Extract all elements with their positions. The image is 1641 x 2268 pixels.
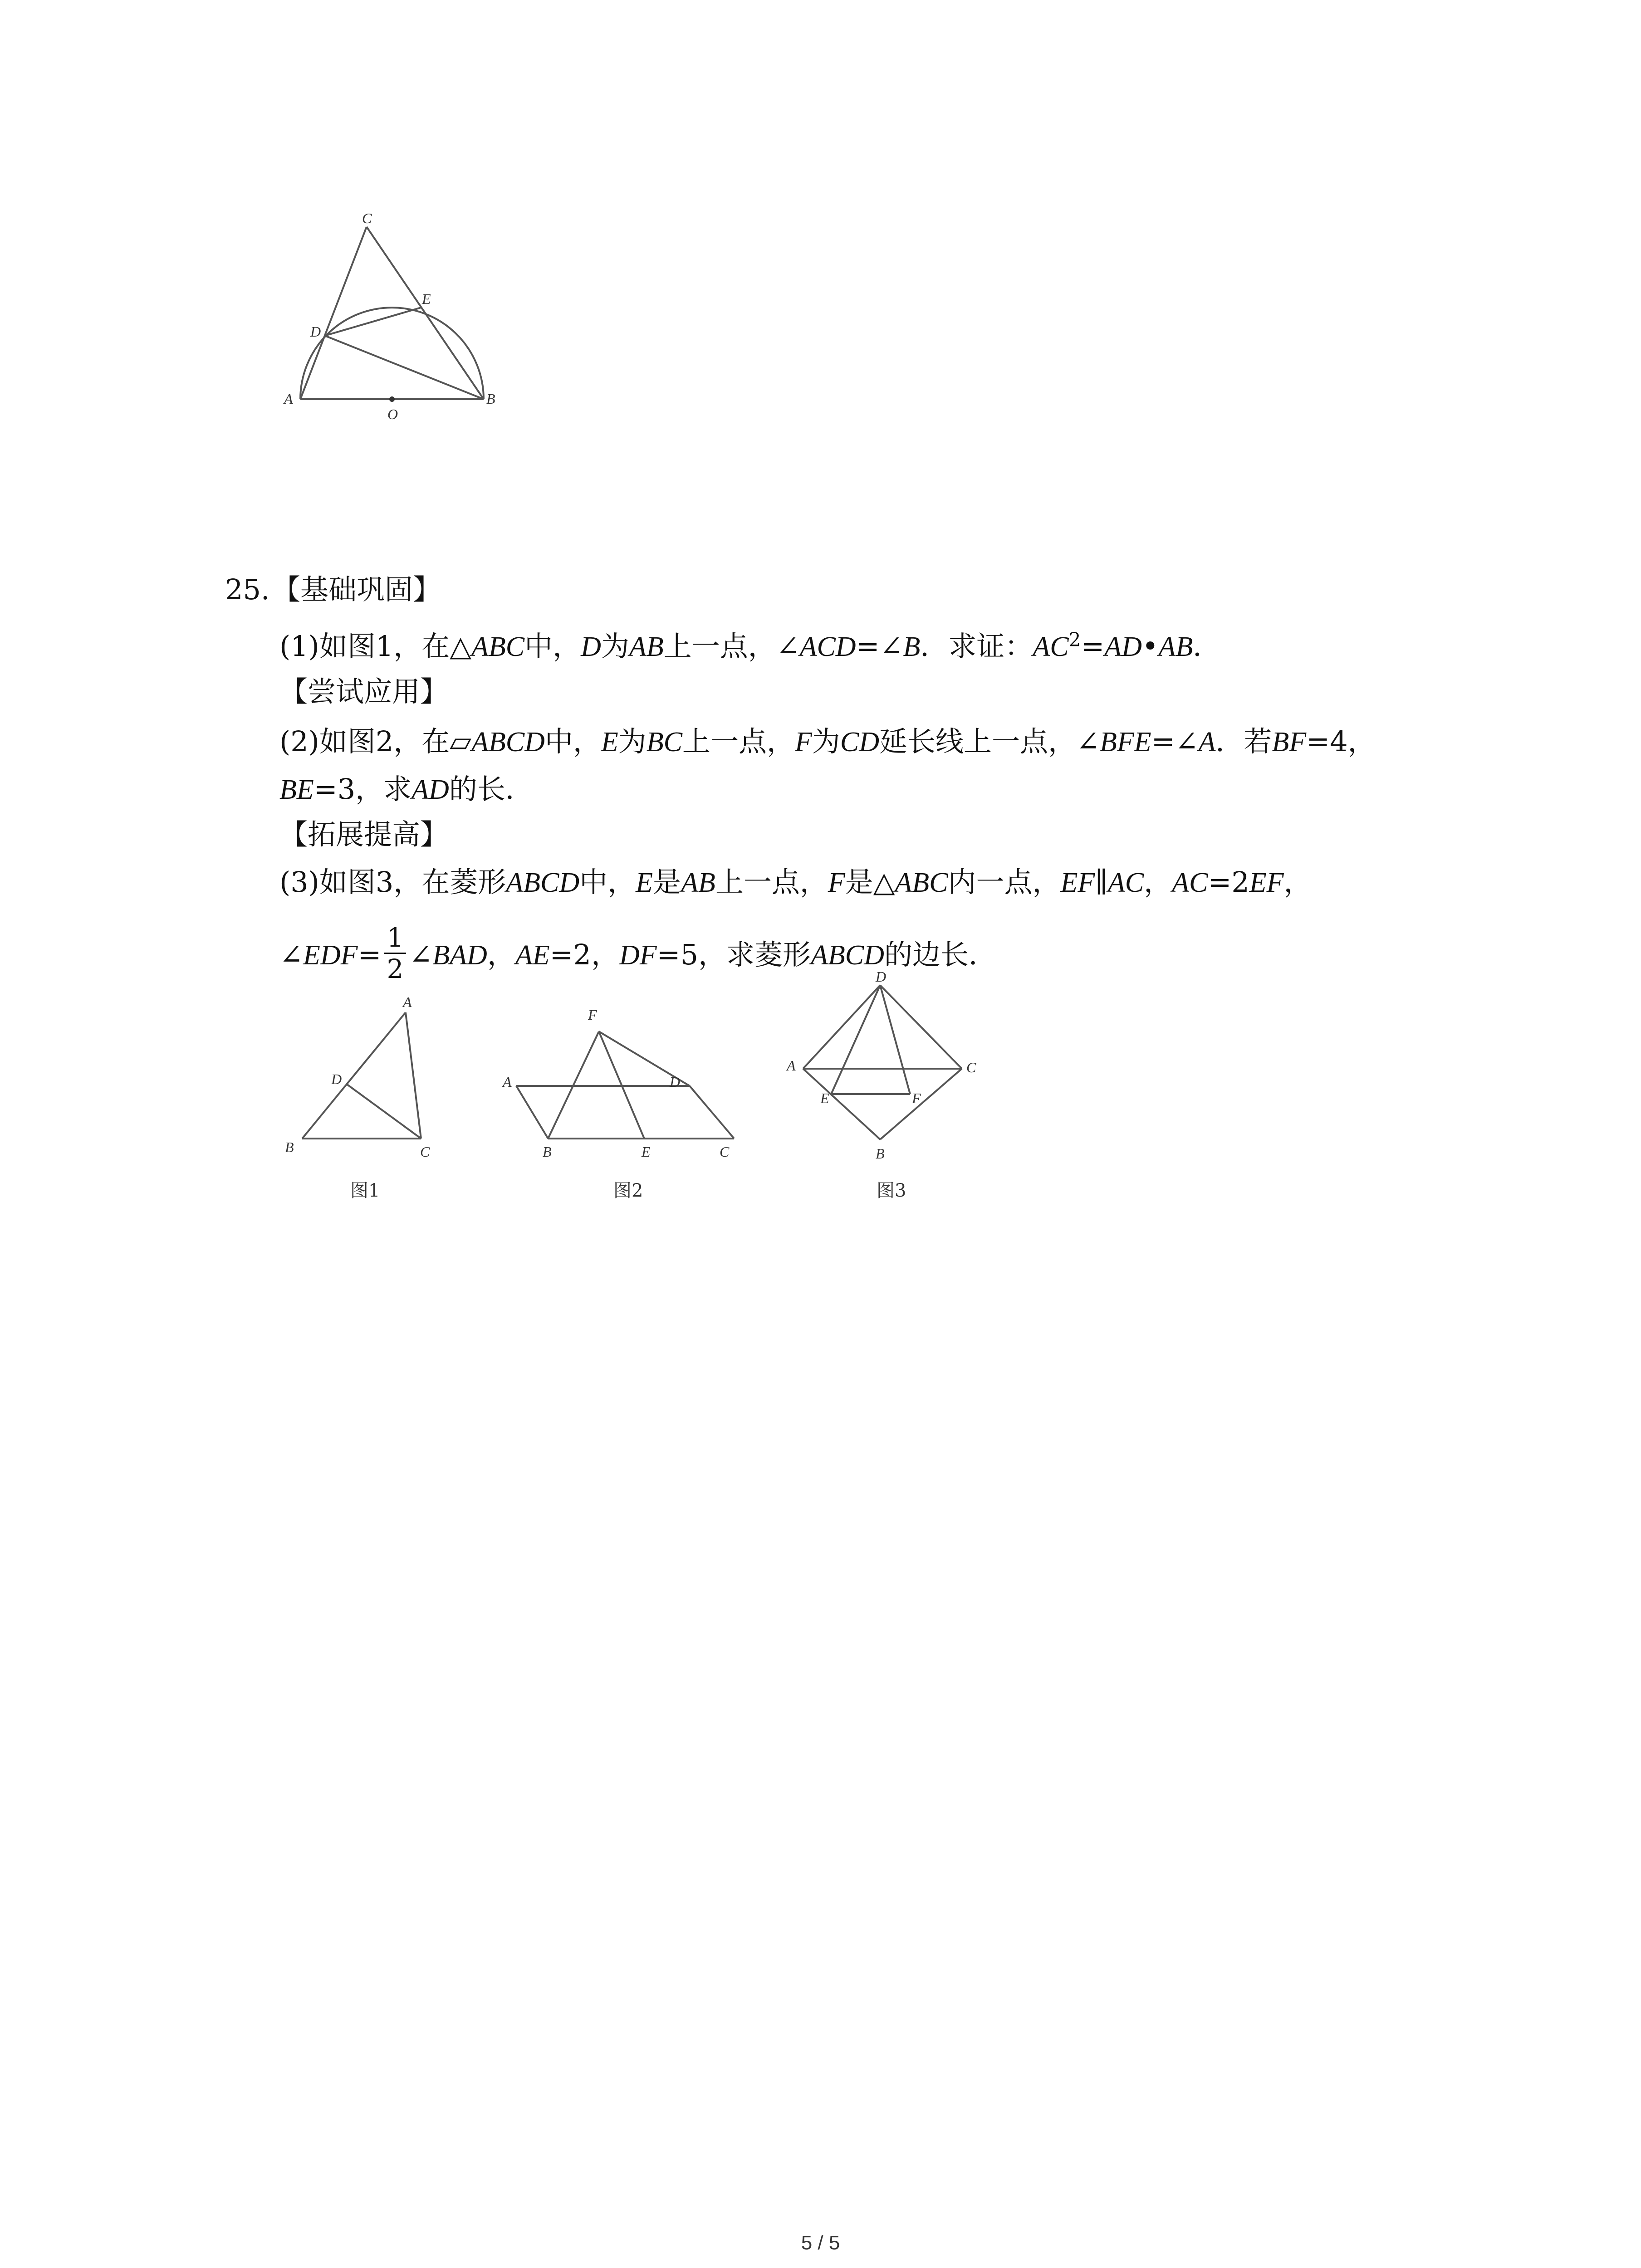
fig1-label-C: C xyxy=(420,1144,430,1160)
fig3-label-B: B xyxy=(876,1145,885,1162)
part2-line1: (2)如图2，在▱ABCD中，E为BC上一点，F为CD延长线上一点，∠BFE=∠A．若BF=4， xyxy=(279,725,1376,758)
section-apply-title: 【尝试应用】 xyxy=(279,675,449,708)
problem-number-text: 25. xyxy=(225,573,270,606)
section-apply xyxy=(279,674,448,710)
fraction-one-half: $\frac{1}{2}$ xyxy=(384,923,406,984)
label-D: D xyxy=(310,323,321,340)
segment-DE xyxy=(325,308,421,336)
center-point-O xyxy=(389,396,395,402)
label-A: A xyxy=(284,391,293,407)
fig2-label-B: B xyxy=(543,1144,552,1160)
fig1-label-A: A xyxy=(403,994,412,1010)
fig2-label-D: D xyxy=(670,1074,681,1090)
section-extend xyxy=(279,816,448,853)
label-E: E xyxy=(422,291,431,307)
section-basic-title: 【基础巩固】 xyxy=(272,573,441,606)
fig1-label-B: B xyxy=(285,1139,294,1155)
fig2-label-A: A xyxy=(503,1074,512,1090)
semicircle-arc xyxy=(300,308,484,399)
problem-number xyxy=(225,572,270,608)
segment-AC xyxy=(300,227,367,399)
fig3-label-C: C xyxy=(966,1059,976,1075)
fig2-label-E: E xyxy=(642,1144,651,1160)
figure-1-caption: 图1 xyxy=(350,1180,380,1201)
fig3-label-E: E xyxy=(820,1090,829,1106)
figure-1 xyxy=(277,993,440,1166)
label-O: O xyxy=(387,406,398,422)
figure-2-caption: 图2 xyxy=(613,1180,643,1201)
label-C: C xyxy=(362,213,372,226)
figure-3-caption: 图3 xyxy=(877,1180,906,1201)
page-number: 5 / 5 xyxy=(801,2232,840,2254)
figure-3 xyxy=(776,971,1003,1166)
part1-line: (1)如图1，在△ABC中，D为AB上一点，∠ACD=∠B．求证：$AC^2=AD•AB$． xyxy=(279,628,1221,663)
part3-line1: (3)如图3，在菱形ABCD中，E是AB上一点，F是△ABC内一点，EF∥AC，AC=2EF， xyxy=(279,865,1312,899)
fig2-label-F: F xyxy=(588,1007,597,1023)
part2-line2: BE=3，求AD的长． xyxy=(279,772,534,806)
fig2-label-C: C xyxy=(720,1144,730,1160)
segment-DB xyxy=(325,336,484,399)
segment-BC xyxy=(367,227,484,399)
part3-line2: ∠EDF= $\frac{1}{2}$ ∠BAD，AE=2，DF=5，求菱形ABCD的边长． xyxy=(279,922,997,985)
section-basic xyxy=(272,572,441,608)
label-B: B xyxy=(486,391,495,407)
fig3-label-F: F xyxy=(912,1090,921,1106)
section-extend-title: 【拓展提高】 xyxy=(279,818,449,851)
fig3-label-A: A xyxy=(787,1057,796,1074)
fig1-label-D: D xyxy=(331,1071,342,1087)
fig3-label-D: D xyxy=(876,971,887,985)
figure-2 xyxy=(495,998,749,1166)
top-figure xyxy=(272,213,508,426)
